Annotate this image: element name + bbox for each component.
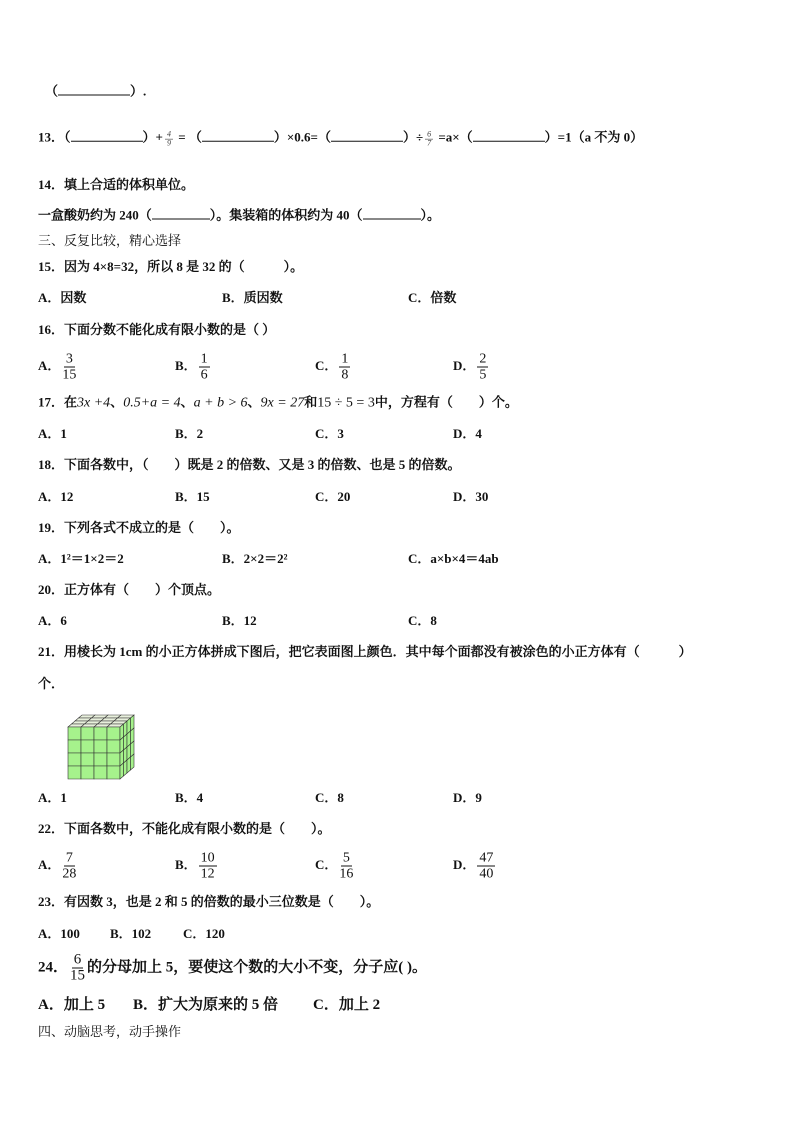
cube-front-cell xyxy=(81,740,94,753)
option-c[interactable] xyxy=(315,352,352,383)
fraction xyxy=(165,130,173,147)
option-b[interactable] xyxy=(175,851,219,882)
answer-blank[interactable] xyxy=(202,129,274,142)
option-a[interactable] xyxy=(38,851,78,882)
option-b[interactable]: B．4 xyxy=(175,790,204,805)
fraction xyxy=(199,851,217,882)
question-19: 19．下列各式不成立的是（ ）。 xyxy=(38,520,240,535)
cube-front-cell xyxy=(68,753,81,766)
cube-front-cell xyxy=(107,740,120,753)
option-b[interactable]: B．2 xyxy=(175,426,204,441)
option-b[interactable]: B．质因数 xyxy=(222,290,283,305)
expression: 0.5+a = 4 xyxy=(123,395,181,411)
numerator: 3 xyxy=(65,351,73,367)
denominator: 6 xyxy=(200,367,208,383)
fraction xyxy=(339,851,353,882)
numerator: 4 xyxy=(166,129,171,139)
cube-front-cell xyxy=(81,753,94,766)
text: ）。集装箱的体积约为 40（ xyxy=(209,207,363,223)
option-c[interactable] xyxy=(315,851,355,882)
text: ）。 xyxy=(420,207,441,223)
option-a[interactable]: A．加上 5 xyxy=(38,997,106,1013)
section-heading: 四、动脑思考，动手操作 xyxy=(38,1024,182,1039)
fraction xyxy=(425,130,433,147)
denominator: 12 xyxy=(200,866,215,882)
option-d[interactable] xyxy=(453,352,490,383)
option-b[interactable] xyxy=(175,352,212,383)
fraction xyxy=(477,352,488,383)
option-c[interactable]: C．a×b×4＝4ab xyxy=(408,551,499,566)
numerator: 47 xyxy=(479,850,494,866)
numerator: 10 xyxy=(200,850,215,866)
denominator: 40 xyxy=(479,866,494,882)
answer-blank[interactable] xyxy=(152,207,210,220)
denominator: 7 xyxy=(427,138,432,148)
option-d[interactable]: D．9 xyxy=(453,790,482,805)
cube-front-cell xyxy=(94,727,107,740)
question-21-cont: 个． xyxy=(38,676,65,691)
cube-front-cell xyxy=(81,766,94,779)
text: 一盒酸奶约为 240（ xyxy=(38,207,152,223)
option-a[interactable]: A．6 xyxy=(38,613,67,628)
option-label: A． xyxy=(38,357,61,373)
option-d[interactable]: D．30 xyxy=(453,489,489,504)
text: 、 xyxy=(247,394,261,410)
numerator: 6 xyxy=(73,951,82,968)
answer-blank[interactable] xyxy=(58,83,130,96)
section-heading: 三、反复比较，精心选择 xyxy=(38,233,182,248)
fraction xyxy=(70,953,85,984)
denominator: 28 xyxy=(62,866,77,882)
fraction xyxy=(339,352,350,383)
option-b[interactable]: B．扩大为原来的 5 倍 xyxy=(133,997,279,1013)
numerator: 2 xyxy=(479,351,487,367)
denominator: 8 xyxy=(341,367,349,383)
question-number: 13． xyxy=(38,129,65,145)
option-d[interactable] xyxy=(453,851,497,882)
denominator: 9 xyxy=(166,138,171,148)
numerator: 5 xyxy=(342,850,350,866)
option-label: C． xyxy=(315,856,338,872)
option-label: A． xyxy=(38,856,61,872)
cube-front-cell xyxy=(81,727,94,740)
question-13 xyxy=(38,129,643,148)
option-c[interactable]: C．3 xyxy=(315,426,344,441)
option-d[interactable]: D．4 xyxy=(453,426,482,441)
denominator: 16 xyxy=(339,866,354,882)
question-20: 20．正方体有（ ）个顶点。 xyxy=(38,582,221,597)
denominator: 15 xyxy=(70,967,86,984)
cube-front-cell xyxy=(94,740,107,753)
question-number: 24． xyxy=(38,959,69,976)
option-c[interactable]: C．8 xyxy=(408,613,437,628)
option-a[interactable]: A．因数 xyxy=(38,290,87,305)
fraction xyxy=(62,851,76,882)
answer-blank[interactable] xyxy=(363,207,421,220)
option-a[interactable]: A．1²＝1×2＝2 xyxy=(38,551,124,566)
answer-blank[interactable] xyxy=(331,129,403,142)
expression: 15 ÷ 5 = 3 xyxy=(317,395,375,411)
question-15: 15．因为 4×8=32，所以 8 是 32 的（ ）。 xyxy=(38,259,304,274)
option-label: B． xyxy=(175,357,197,373)
expression: a + b > 6 xyxy=(193,395,248,411)
text: ）=1（a 不为 0） xyxy=(544,129,644,145)
question-17 xyxy=(38,395,518,412)
numerator: 7 xyxy=(65,850,73,866)
option-c[interactable]: C．120 xyxy=(183,926,225,941)
question-22: 22．下面各数中，不能化成有限小数的是（ ）。 xyxy=(38,821,331,836)
question-23: 23．有因数 3，也是 2 和 5 的倍数的最小三位数是（ ）。 xyxy=(38,894,380,909)
question-21: 21．用棱长为 1cm 的小正方体拼成下图后，把它表面图上颜色．其中每个面都没有被涂色的小正方体有（ ） xyxy=(38,644,692,659)
option-b[interactable]: B．15 xyxy=(175,489,210,504)
option-c[interactable]: C．20 xyxy=(315,489,351,504)
fraction xyxy=(62,352,76,383)
cube-front-cell xyxy=(68,740,81,753)
cube-front-cell xyxy=(94,753,107,766)
cube-side-cell xyxy=(127,757,131,773)
question-16: 16．下面分数不能化成有限小数的是（ ） xyxy=(38,322,276,337)
text: ）÷ xyxy=(402,129,424,145)
option-c[interactable]: C．加上 2 xyxy=(313,997,381,1013)
option-label: D． xyxy=(453,856,476,872)
option-b[interactable]: B．12 xyxy=(222,613,257,628)
cube-front-cell xyxy=(94,766,107,779)
text: 和 xyxy=(304,394,318,410)
cube-side-cell xyxy=(124,760,128,776)
option-a[interactable]: A．100 xyxy=(38,926,80,941)
denominator: 5 xyxy=(479,367,487,383)
option-a[interactable]: A．12 xyxy=(38,489,74,504)
text: = （ xyxy=(174,129,202,145)
text: ）+ xyxy=(142,129,163,145)
option-a[interactable]: A．1 xyxy=(38,426,67,441)
fraction xyxy=(477,851,495,882)
cube-front-cell xyxy=(68,766,81,779)
text: （ xyxy=(64,129,71,145)
paren-close: ）. xyxy=(130,83,147,99)
option-label: B． xyxy=(175,856,197,872)
cube-front-cell xyxy=(107,753,120,766)
question-24 xyxy=(38,953,427,984)
paren-open: （ xyxy=(45,83,59,99)
fraction xyxy=(199,352,210,383)
text: 17．在 xyxy=(38,394,78,410)
option-b[interactable]: B．102 xyxy=(110,926,152,941)
text: 、 xyxy=(110,394,124,410)
cube-front-cell xyxy=(107,766,120,779)
text: 中，方程有（ ）个。 xyxy=(374,394,518,410)
option-label: C． xyxy=(315,357,338,373)
answer-blank[interactable] xyxy=(71,129,143,142)
expression: 9x = 27 xyxy=(260,395,305,411)
numerator: 1 xyxy=(341,351,349,367)
answer-blank[interactable] xyxy=(473,129,545,142)
cube-figure xyxy=(66,713,138,783)
question-14-body xyxy=(38,207,440,224)
cube-front-cell xyxy=(107,727,120,740)
option-a[interactable] xyxy=(38,352,78,383)
option-a[interactable]: A．1 xyxy=(38,790,67,805)
q12-answer-line xyxy=(45,83,146,100)
text: ）×0.6=（ xyxy=(273,129,331,145)
text: =a×（ xyxy=(435,129,473,145)
option-c[interactable]: C．8 xyxy=(315,790,344,805)
expression: 3x +4 xyxy=(77,395,111,411)
numerator: 6 xyxy=(427,129,432,139)
question-18: 18．下面各数中，（ ）既是 2 的倍数、又是 3 的倍数、也是 5 的倍数。 xyxy=(38,457,461,472)
cube-side-cell xyxy=(131,754,135,770)
text: 的分母加上 5，要使这个数的大小不变，分子应( )。 xyxy=(87,959,428,976)
numerator: 1 xyxy=(200,351,208,367)
cube-side-cell xyxy=(120,763,124,779)
option-label: D． xyxy=(453,357,476,373)
option-c[interactable]: C．倍数 xyxy=(408,290,457,305)
question-14-title: 14．填上合适的体积单位。 xyxy=(38,177,195,192)
cube-front-cell xyxy=(68,727,81,740)
text: 、 xyxy=(180,394,194,410)
option-b[interactable]: B．2×2＝2² xyxy=(222,551,288,566)
denominator: 15 xyxy=(62,367,77,383)
